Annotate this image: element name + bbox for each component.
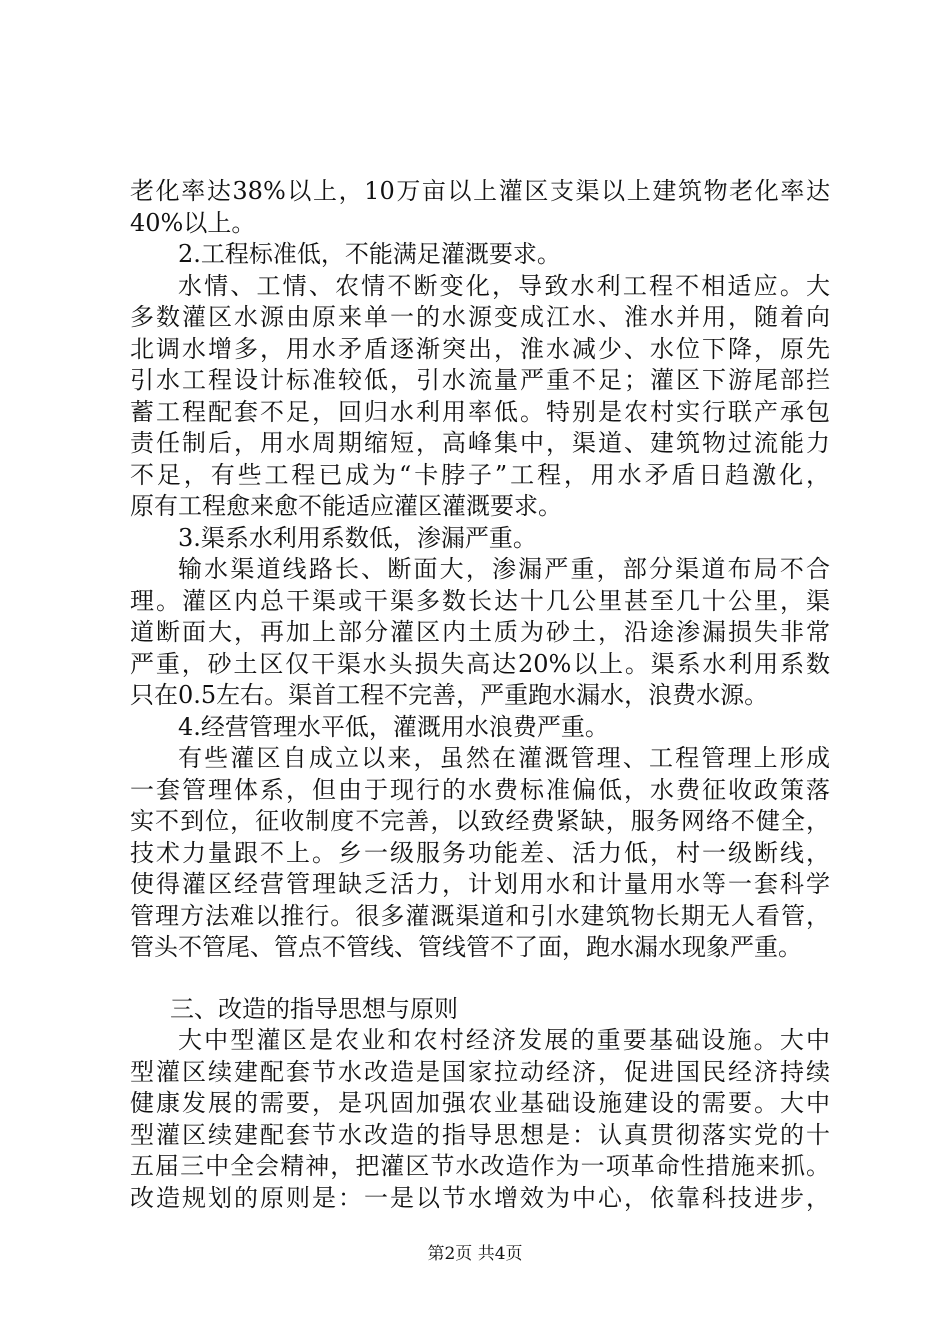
text-line: 原有工程愈来愈不能适应灌区灌溉要求。 [130,492,562,520]
text-line: 严重，砂土区仅干渠水头损失高达20%以上。渠系水利用系数 [130,649,830,678]
text-line: 多数灌区水源由原来单一的水源变成江水、淮水并用，随着向 [130,303,830,331]
text-line: 大中型灌区是农业和农村经济发展的重要基础设施。大中 [178,1026,830,1054]
text-line: 型灌区续建配套节水改造是国家拉动经济，促进国民经济持续 [130,1057,830,1086]
text-line: 技术力量跟不上。乡一级服务功能差、活力低，村一级断线， [130,838,830,867]
text-line: 40%以上。 [130,208,256,237]
section-heading: 3.渠系水利用系数低，渗漏严重。 [178,523,537,552]
text-line: 理。灌区内总干渠或干渠多数长达十几公里甚至几十公里，渠 [130,586,830,615]
text-line: 引水工程设计标准较低，引水流量严重不足；灌区下游尾部拦 [130,366,830,394]
text-line: 蓄工程配套不足，回归水利用率低。特别是农村实行联产承包 [130,397,830,426]
paragraph-gap [130,964,830,994]
text-line: 只在0.5左右。渠首工程不完善，严重跑水漏水，浪费水源。 [130,681,769,709]
text-line: 水情、工情、农情不断变化，导致水利工程不相适应。大 [178,271,830,300]
text-line: 型灌区续建配套节水改造的指导思想是：认真贯彻落实党的十 [130,1120,830,1149]
text-line: 使得灌区经营管理缺乏活力，计划用水和计量用水等一套科学 [130,870,830,898]
text-line: 实不到位，征收制度不完善，以致经费紧缺，服务网络不健全， [130,807,830,835]
text-line: 责任制后，用水周期缩短，高峰集中，渠道、建筑物过流能力 [130,429,830,457]
text-line: 有些灌区自成立以来，虽然在灌溉管理、工程管理上形成 [178,744,830,772]
text-line: 道断面大，再加上部分灌区内土质为砂土，沿途渗漏损失非常 [130,618,830,646]
text-line: 健康发展的需要，是巩固加强农业基础设施建设的需要。大中 [130,1089,830,1117]
document-body [130,176,830,1214]
section-heading: 2.工程标准低，不能满足灌溉要求。 [178,240,561,268]
section-heading: 4.经营管理水平低，灌溉用水浪费严重。 [178,712,609,741]
text-line: 管头不管尾、管点不管线、管线管不了面，跑水漏水现象严重。 [130,933,802,961]
text-line: 输水渠道线路长、断面大，渗漏严重，部分渠道布局不合 [178,555,830,583]
text-line: 改造规划的原则是：一是以节水增效为中心，依靠科技进步， [130,1183,830,1212]
chapter-heading: 三、改造的指导思想与原则 [170,994,458,1023]
text-line: 一套管理体系，但由于现行的水费标准偏低，水费征收政策落 [130,775,830,804]
text-line: 管理方法难以推行。很多灌溉渠道和引水建筑物长期无人看管， [130,901,830,930]
text-line: 老化率达38%以上，10万亩以上灌区支渠以上建筑物老化率达 [130,177,830,205]
text-line: 五届三中全会精神，把灌区节水改造作为一项革命性措施来抓。 [130,1152,830,1180]
text-line: 北调水增多，用水矛盾逐渐突出，淮水减少、水位下降，原先 [130,334,830,363]
page-number: 第2页 共4页 [427,1244,523,1264]
text-line: 不足，有些工程已成为“卡脖子”工程，用水矛盾日趋激化， [130,460,830,489]
